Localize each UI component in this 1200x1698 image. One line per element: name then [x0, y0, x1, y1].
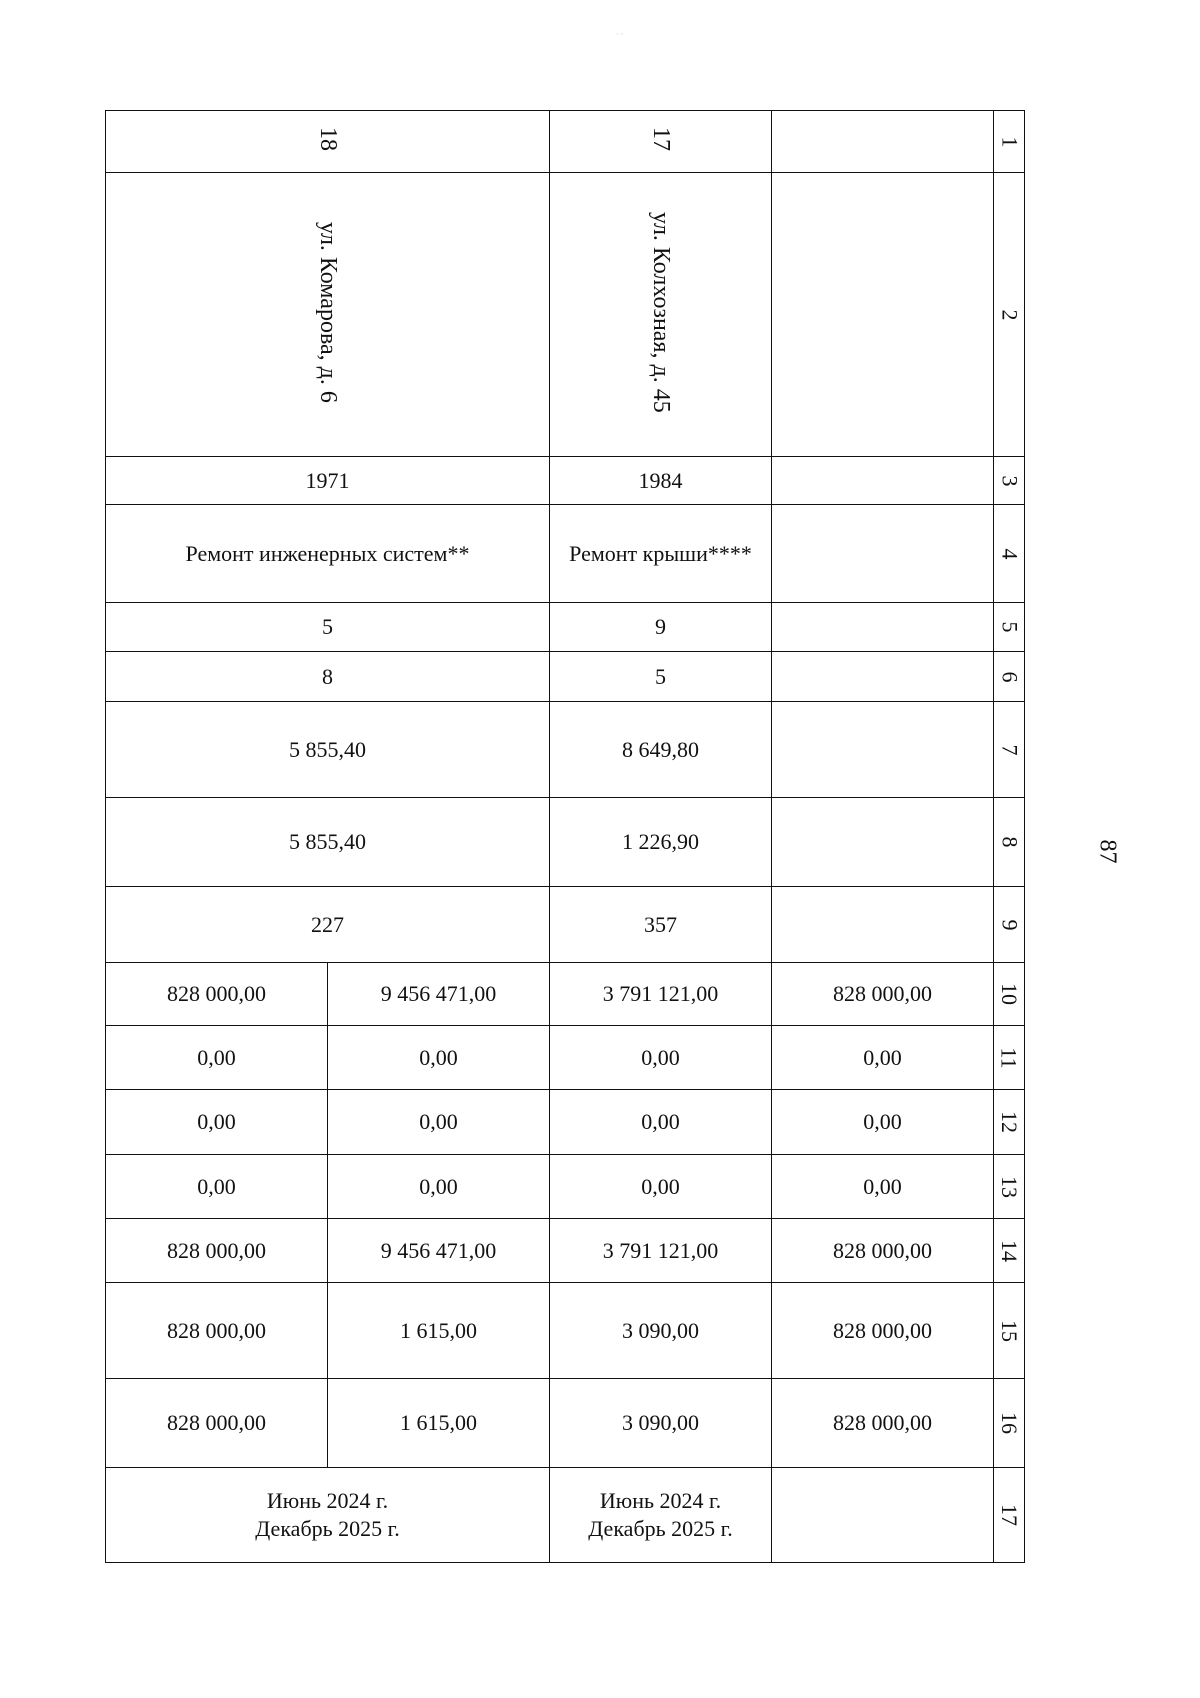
cell-work-type-a: Ремонт инженерных систем** [106, 505, 550, 603]
cell-value: 0,00 [550, 1155, 772, 1219]
cell-value: 828 000,00 [772, 1379, 994, 1468]
cell-empty [772, 798, 994, 887]
cell-value: 828 000,00 [106, 1283, 328, 1379]
cell-value: 1 615,00 [328, 1283, 550, 1379]
cell-value: 0,00 [106, 1026, 328, 1090]
row-index: 9 [994, 887, 1025, 963]
table-row [106, 1283, 1025, 1379]
cell-value: 3 791 121,00 [550, 963, 772, 1026]
cell-value: 0,00 [106, 1090, 328, 1155]
cell-empty [772, 173, 994, 457]
scan-artifact: · · [616, 30, 624, 39]
cell-value: 828 000,00 [106, 1379, 328, 1468]
cell-value: 3 791 121,00 [550, 1219, 772, 1283]
row-index: 5 [994, 603, 1025, 652]
cell-value: 828 000,00 [772, 1283, 994, 1379]
cell-value: 828 000,00 [106, 963, 328, 1026]
cell-number-a: 18 [106, 111, 550, 173]
table-row [106, 1379, 1025, 1468]
table-row [106, 1090, 1025, 1155]
row-index: 12 [994, 1090, 1025, 1155]
cell-value: 9 456 471,00 [328, 1219, 550, 1283]
cell-value: 0,00 [328, 1090, 550, 1155]
cell-empty [772, 702, 994, 798]
cell-period-a: Июнь 2024 г. Декабрь 2025 г. [106, 1468, 550, 1563]
row-index: 3 [994, 457, 1025, 505]
row-index: 10 [994, 963, 1025, 1026]
table-row [106, 1155, 1025, 1219]
row-index: 1 [994, 111, 1025, 173]
cell-value: 828 000,00 [772, 1219, 994, 1283]
cell-floors-b: 9 [550, 603, 772, 652]
row-index: 13 [994, 1155, 1025, 1219]
table-row [106, 702, 1025, 798]
row-index: 16 [994, 1379, 1025, 1468]
cell-floors-a: 5 [106, 603, 550, 652]
cell-empty [772, 887, 994, 963]
data-table [105, 110, 1025, 1563]
cell-empty [772, 111, 994, 173]
table-row [106, 1219, 1025, 1283]
row-index: 7 [994, 702, 1025, 798]
row-index: 6 [994, 652, 1025, 702]
table-row [106, 173, 1025, 457]
cell-value: 9 456 471,00 [328, 963, 550, 1026]
cell-value: 0,00 [106, 1155, 328, 1219]
table-row [106, 111, 1025, 173]
cell-residents-a: 227 [106, 887, 550, 963]
cell-entrances-a: 8 [106, 652, 550, 702]
row-index: 17 [994, 1468, 1025, 1563]
row-index: 11 [994, 1026, 1025, 1090]
cell-empty [772, 652, 994, 702]
cell-empty [772, 603, 994, 652]
cell-value: 3 090,00 [550, 1283, 772, 1379]
row-index: 14 [994, 1219, 1025, 1283]
table-row [106, 603, 1025, 652]
table-row [106, 798, 1025, 887]
cell-work-type-b: Ремонт крыши**** [550, 505, 772, 603]
cell-value: 0,00 [550, 1090, 772, 1155]
cell-value: 3 090,00 [550, 1379, 772, 1468]
table-row [106, 1468, 1025, 1563]
cell-living-area-a: 5 855,40 [106, 798, 550, 887]
cell-value: 0,00 [550, 1026, 772, 1090]
row-index: 8 [994, 798, 1025, 887]
table-row [106, 505, 1025, 603]
cell-year-a: 1971 [106, 457, 550, 505]
row-index: 4 [994, 505, 1025, 603]
cell-value: 1 615,00 [328, 1379, 550, 1468]
cell-value: 0,00 [772, 1155, 994, 1219]
cell-empty [772, 457, 994, 505]
cell-total-area-a: 5 855,40 [106, 702, 550, 798]
cell-value: 0,00 [772, 1090, 994, 1155]
cell-residents-b: 357 [550, 887, 772, 963]
cell-entrances-b: 5 [550, 652, 772, 702]
cell-address-a: ул. Комарова, д. 6 [106, 173, 550, 457]
table-row [106, 963, 1025, 1026]
table-row [106, 457, 1025, 505]
table-row [106, 1026, 1025, 1090]
cell-address-b: ул. Колхозная, д. 45 [550, 173, 772, 457]
cell-year-b: 1984 [550, 457, 772, 505]
table-row [106, 887, 1025, 963]
cell-empty [772, 505, 994, 603]
cell-value: 0,00 [772, 1026, 994, 1090]
cell-period-b: Июнь 2024 г. Декабрь 2025 г. [550, 1468, 772, 1563]
cell-living-area-b: 1 226,90 [550, 798, 772, 887]
row-index: 15 [994, 1283, 1025, 1379]
table-row [106, 652, 1025, 702]
row-index: 2 [994, 173, 1025, 457]
page-number: 87 [1094, 839, 1121, 864]
cell-empty [772, 1468, 994, 1563]
cell-number-b: 17 [550, 111, 772, 173]
cell-value: 828 000,00 [106, 1219, 328, 1283]
cell-value: 0,00 [328, 1155, 550, 1219]
cell-value: 0,00 [328, 1026, 550, 1090]
cell-value: 828 000,00 [772, 963, 994, 1026]
cell-total-area-b: 8 649,80 [550, 702, 772, 798]
